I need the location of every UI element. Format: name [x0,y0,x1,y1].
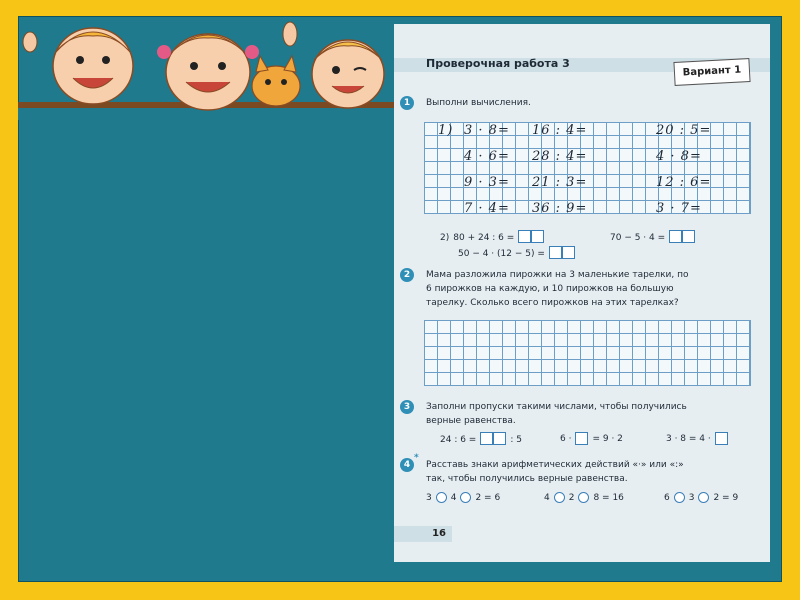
operand: 4 [450,492,457,503]
task-4-eq-3 [664,492,738,503]
sign-circle[interactable] [674,492,685,503]
operand: 2 [568,492,575,503]
answer-box[interactable] [669,230,695,246]
task-1-number: 1 [400,96,414,110]
sign-circle[interactable] [436,492,447,503]
page-number: 16 [394,526,452,542]
sign-circle[interactable] [554,492,565,503]
eq-2-left: 6 · [560,433,572,444]
operand: 3 [426,492,432,503]
task-1-part-label: 1) [438,123,454,138]
result: 8 = 16 [593,492,624,503]
calc-3-2: 4 · 8= [656,149,702,164]
eq-2-right: = 9 · 2 [592,433,623,444]
sign-circle[interactable] [578,492,589,503]
task-2-line-1: Мама разложила пирожки на 3 маленькие тарелки, по [426,270,689,280]
task-4-eq-1 [426,492,500,503]
calc-1-1: 3 · 8= [464,123,510,138]
eq-1-left: 24 : 6 = [440,435,477,445]
answer-box[interactable] [575,432,588,445]
calc-3-3: 12 : 6= [656,175,712,190]
answer-box[interactable] [480,432,506,448]
page-title: Проверочная работа 3 [426,57,570,70]
task-2-number: 2 [400,268,414,282]
calc-2-3: 21 : 3= [532,175,588,190]
result: 2 = 9 [713,492,739,503]
answer-box[interactable] [518,230,544,246]
task-4-star: * [414,453,419,463]
calc-2-2: 28 : 4= [532,149,588,164]
task-1-part-2-expr-a [440,230,544,246]
operand: 4 [544,492,550,503]
task-1-part-2-expr-b [610,230,695,246]
eq-3-left: 3 · 8 = 4 · [666,433,711,444]
calc-3-1: 20 : 5= [656,123,712,138]
result: 2 = 6 [475,492,501,503]
calc-1-2: 4 · 6= [464,149,510,164]
calc-3-4: 3 · 7= [656,201,702,216]
calc-2-1: 16 : 4= [532,123,588,138]
task-3-line-2: верные равенства. [426,416,516,426]
sign-circle[interactable] [460,492,471,503]
cartoon-kids-illustration [18,16,398,120]
task-2-answer-grid[interactable] [424,320,751,386]
task-3-eq-3 [666,432,728,445]
variant-label: Вариант 1 [673,58,750,86]
operand: 6 [664,492,670,503]
task-3-number: 3 [400,400,414,414]
task-4-line-1: Расставь знаки арифметических действий «·» или «:» [426,460,684,470]
answer-box[interactable] [549,246,575,262]
task-1-text: Выполни вычисления. [426,98,531,108]
expr-a-text: 80 + 24 : 6 = [453,233,515,243]
expr-b-text: 70 − 5 · 4 = [610,233,666,243]
operand: 3 [688,492,695,503]
calc-1-4: 7 · 4= [464,201,510,216]
answer-box[interactable] [715,432,728,445]
task-3-line-1: Заполни пропуски такими числами, чтобы получились [426,402,687,412]
task-4-line-2: так, чтобы получились верные равенства. [426,474,628,484]
sign-circle[interactable] [698,492,709,503]
task-1-part-2-expr-c [458,246,575,262]
task-2-line-2: 6 пирожков на каждую, и 10 пирожков на большую [426,284,674,294]
task-4-number: 4 [400,458,414,472]
expr-c-text: 50 − 4 · (12 − 5) = [458,249,545,259]
task-2-line-3: тарелку. Сколько всего пирожков на этих тарелках? [426,298,679,308]
calc-1-3: 9 · 3= [464,175,510,190]
calc-2-4: 36 : 9= [532,201,588,216]
task-3-eq-2 [560,432,623,445]
task-3-eq-1 [440,432,522,448]
part-2-label: 2) [440,233,450,243]
task-4-eq-2 [544,492,624,503]
worksheet-page [394,24,770,562]
eq-1-right: : 5 [510,435,522,445]
